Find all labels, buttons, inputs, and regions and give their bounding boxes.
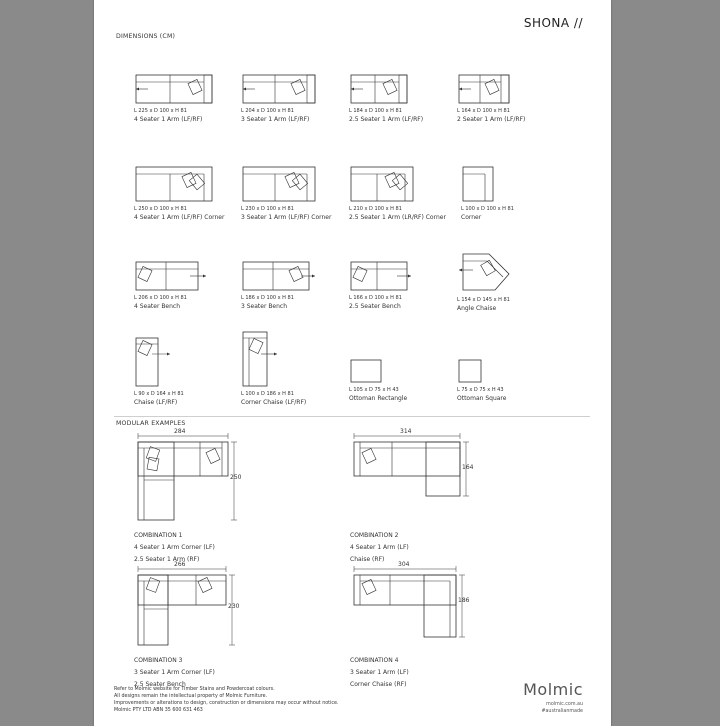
item-name: 3 Seater 1 Arm (LF/RF) [241,116,310,123]
item-name: Corner Chaise (LF/RF) [241,399,307,406]
footer-line: Refer to Molmic website for Timber Stains and Powdercoat colours. [114,687,275,692]
item-ottoman-square [457,358,567,403]
combination-title: COMBINATION 1 [134,532,183,539]
item-name: 4 Seater 1 Arm (LF/RF) Corner [134,214,225,221]
item-dimensions: L 186 x D 100 x H 81 [241,295,294,301]
combination-2-diagram [350,430,480,522]
item-4-seater-1-arm [134,73,244,124]
item-corner-chaise [241,330,351,407]
combination-3-height: 230 [228,603,240,610]
modular-examples-label: MODULAR EXAMPLES [116,420,186,427]
item-name: Chaise (LF/RF) [134,399,178,406]
sofa-3-seater-corner-diagram [241,165,317,203]
molmic-logo: Molmic [523,680,583,699]
item-name: 2.5 Seater 1 Arm (LF/RF) [349,116,424,123]
item-dimensions: L 105 x D 75 x H 43 [349,387,399,393]
item-dimensions: L 210 x D 100 x H 81 [349,206,402,212]
item-dimensions: L 204 x D 100 x H 81 [241,108,294,114]
combination-line: 3 Seater 1 Arm (LF) [350,669,409,676]
item-name: Ottoman Rectangle [349,395,408,402]
item-2-5-seater-1-arm [349,73,459,124]
website-info [541,701,583,715]
item-4-seater-1-arm-corner [134,165,244,222]
sofa-corner-diagram [461,165,495,203]
item-dimensions: L 230 x D 100 x H 81 [241,206,294,212]
combination-title: COMBINATION 2 [350,532,399,539]
item-name: 2.5 Seater Bench [349,303,401,310]
item-dimensions: L 206 x D 100 x H 81 [134,295,187,301]
item-corner [461,165,571,222]
item-dimensions: L 75 x D 75 x H 43 [457,387,504,393]
item-2-5-seater-1-arm-corner [349,165,459,222]
bench-4-seater-diagram [134,260,208,292]
footer-notes [114,686,444,714]
combination-line: 3 Seater 1 Arm Corner (LF) [134,669,215,676]
combination-4-height: 186 [458,597,470,604]
combination-line: 2.5 Seater Bench [134,681,186,688]
item-3-seater-bench [241,260,351,311]
item-3-seater-1-arm-corner [241,165,351,222]
footer-line: All designs remain the intellectual property of Molmic Furniture. [114,694,268,699]
item-name: Corner [461,214,482,221]
item-dimensions: L 250 x D 100 x H 81 [134,206,187,212]
product-title: SHONA // [523,16,583,30]
item-dimensions: L 166 x D 100 x H 81 [349,295,402,301]
bench-2-5-seater-diagram [349,260,413,292]
item-dimensions: L 164 x D 100 x H 81 [457,108,510,114]
bench-3-seater-diagram [241,260,317,292]
combination-3 [134,563,244,693]
item-name: 3 Seater Bench [241,303,288,310]
combination-line: 4 Seater 1 Arm (LF) [350,544,409,551]
ottoman-rectangle-diagram [349,358,383,384]
hashtag: #australianmade [541,709,583,714]
sofa-2-seater-1-arm-diagram [457,73,511,105]
dimensions-label: DIMENSIONS (CM) [116,33,176,40]
item-name: 2 Seater 1 Arm (LF/RF) [457,116,526,123]
combination-line: Corner Chaise (RF) [350,681,407,688]
combination-2-height: 164 [462,464,474,471]
item-dimensions: L 100 x D 186 x H 81 [241,391,294,397]
combination-1-height: 250 [230,474,242,481]
combination-title: COMBINATION 4 [350,657,399,664]
corner-chaise-diagram [241,330,281,388]
combination-4 [350,563,480,693]
item-name: 3 Seater 1 Arm (LF/RF) Corner [241,214,332,221]
item-4-seater-bench [134,260,244,311]
sofa-4-seater-1-arm-diagram [134,73,214,105]
item-dimensions: L 154 x D 145 x H 81 [457,297,510,303]
item-dimensions: L 90 x D 164 x H 81 [134,391,184,397]
combination-title: COMBINATION 3 [134,657,183,664]
combination-line: Chaise (RF) [350,556,385,563]
item-dimensions: L 225 x D 100 x H 81 [134,108,187,114]
combination-line: 4 Seater 1 Arm Corner (LF) [134,544,215,551]
website-link[interactable]: molmic.com.au [546,702,583,707]
sofa-2-5-seater-corner-diagram [349,165,415,203]
ottoman-square-diagram [457,358,483,384]
combination-2 [350,430,480,568]
item-2-5-seater-bench [349,260,459,311]
item-chaise [134,336,244,407]
combination-1-width: 284 [174,428,186,435]
sofa-4-seater-corner-diagram [134,165,214,203]
item-name: 4 Seater Bench [134,303,181,310]
sofa-2-5-seater-1-arm-diagram [349,73,409,105]
combination-1-diagram [134,430,244,522]
combination-2-width: 314 [400,428,412,435]
combination-3-width: 266 [174,561,186,568]
item-name: Angle Chaise [457,305,497,312]
footer-line: Molmic PTY LTD ABN 35 600 631 463 [114,708,203,713]
chaise-diagram [134,336,174,388]
section-divider [114,416,590,417]
item-ottoman-rectangle [349,358,459,403]
combination-1 [134,430,244,568]
item-dimensions: L 184 x D 100 x H 81 [349,108,402,114]
footer-line: Improvements or alterations to design, construction or dimensions may occur without notice. [114,701,339,706]
combination-4-diagram [350,563,480,647]
item-2-seater-1-arm [457,73,567,124]
spec-sheet-page [94,0,611,726]
angle-chaise-diagram [457,250,511,294]
item-dimensions: L 100 x D 100 x H 81 [461,206,514,212]
item-3-seater-1-arm [241,73,351,124]
item-name: 2.5 Seater 1 Arm (LR/RF) Corner [349,214,446,221]
item-angle-chaise [457,250,567,313]
sofa-3-seater-1-arm-diagram [241,73,317,105]
combination-4-width: 304 [398,561,410,568]
item-name: Ottoman Square [457,395,507,402]
combination-line: 2.5 Seater 1 Arm (RF) [134,556,200,563]
item-name: 4 Seater 1 Arm (LF/RF) [134,116,203,123]
